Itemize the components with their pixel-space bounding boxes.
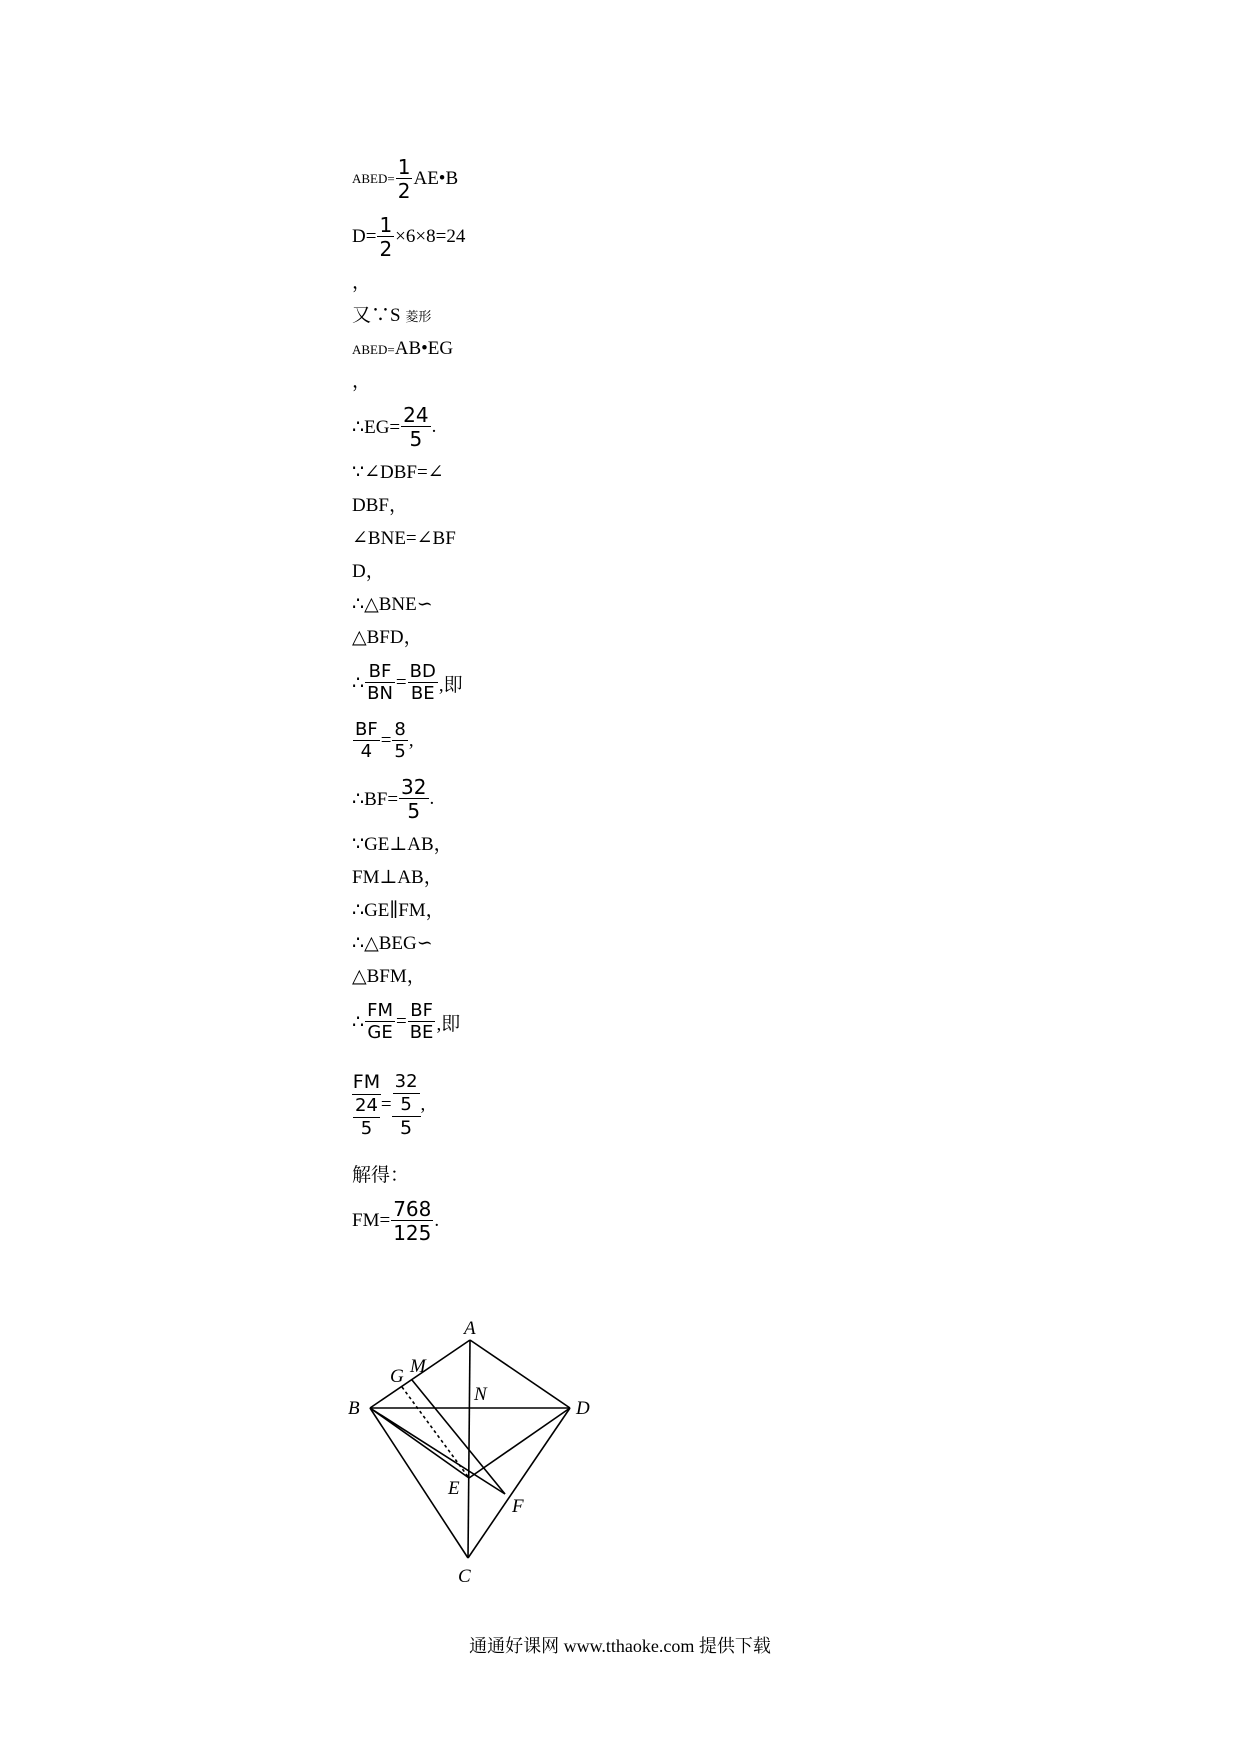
fraction: $\frac{8}{5}$ <box>394 719 406 762</box>
line-6: ， <box>352 371 372 392</box>
line-2: D= $\frac{1}{2}$ ×6×8=24 <box>352 213 466 261</box>
line-8: ∵∠DBF=∠ <box>352 462 444 483</box>
label-d: D <box>576 1398 590 1419</box>
fraction: $\frac{32}{5}$ <box>401 775 427 823</box>
label-m: M <box>410 1356 426 1377</box>
line-9: DBF， <box>352 495 408 516</box>
line-24: 解得： <box>352 1165 410 1186</box>
line-21: △BFM， <box>352 966 426 987</box>
fraction: $\frac{BD}{BE}$ <box>409 661 436 704</box>
fraction: $\frac{24}{5}$ <box>355 1094 378 1139</box>
fraction: $\frac{BF}{BE}$ <box>409 1000 434 1043</box>
solution-text <box>352 150 612 1250</box>
fraction: $\frac{FM}{GE}$ <box>367 1000 393 1043</box>
compound-fraction-left: $\frac{FM}{\frac{24}{5}}$ <box>352 1070 381 1139</box>
label-c: C <box>458 1566 471 1587</box>
label-a: A <box>464 1320 476 1339</box>
line-4: 又∵S 菱形 <box>352 305 432 326</box>
line-23: $\frac{FM}{\frac{24}{5}}$ = $\frac{\frac{32}{5}}{5}$ , <box>352 1070 426 1139</box>
label-e: E <box>448 1478 460 1499</box>
segment-dc <box>468 1408 570 1558</box>
line-3: ， <box>352 272 372 293</box>
segment-bf <box>370 1408 505 1494</box>
line-12: ∴△BNE∽ <box>352 594 433 615</box>
segment-mf <box>412 1380 505 1494</box>
label-b: B <box>348 1398 360 1419</box>
line-14: ∴ $\frac{BF}{BN}$ = $\frac{BD}{BE}$ ,即 <box>352 661 463 704</box>
line-13: △BFD， <box>352 627 423 648</box>
line-16: ∴BF= $\frac{32}{5}$ . <box>352 775 435 823</box>
fraction: $\frac{768}{125}$ <box>393 1197 432 1245</box>
fraction: $\frac{BF}{BN}$ <box>367 661 393 704</box>
line-1: ABED= $\frac{1}{2}$ AE•B <box>352 155 459 203</box>
geometry-diagram <box>340 1320 620 1620</box>
fraction: $\frac{32}{5}$ <box>394 1070 418 1115</box>
fraction: $\frac{BF}{4}$ <box>355 719 378 762</box>
line-18: FM⊥AB， <box>352 867 443 888</box>
line-5: ABED=AB•EG <box>352 338 454 359</box>
line-10: ∠BNE=∠BF <box>352 528 456 549</box>
label-n: N <box>474 1384 487 1405</box>
line-22: ∴ $\frac{FM}{GE}$ = $\frac{BF}{BE}$ ,即 <box>352 1000 461 1043</box>
fraction: $\frac{1}{2}$ <box>379 213 393 261</box>
line-11: D， <box>352 561 385 582</box>
line-17: ∵GE⊥AB， <box>352 834 453 855</box>
line-20: ∴△BEG∽ <box>352 933 433 954</box>
fraction: $\frac{1}{2}$ <box>397 155 411 203</box>
line-19: ∴GE∥FM， <box>352 900 445 921</box>
fraction: $\frac{24}{5}$ <box>403 403 429 451</box>
line-25: FM= $\frac{768}{125}$ . <box>352 1197 440 1245</box>
line-7: ∴EG= $\frac{24}{5}$ . <box>352 403 437 451</box>
segment-be <box>370 1408 469 1478</box>
footer-text: 通通好课网 www.tthaoke.com 提供下载 <box>469 1636 771 1656</box>
label-f: F <box>512 1496 524 1517</box>
segment-ge <box>402 1387 469 1478</box>
line-15: $\frac{BF}{4}$ = $\frac{8}{5}$ , <box>355 719 414 762</box>
compound-fraction-right: $\frac{\frac{32}{5}}{5}$ <box>392 1073 421 1138</box>
label-g: G <box>390 1366 404 1387</box>
